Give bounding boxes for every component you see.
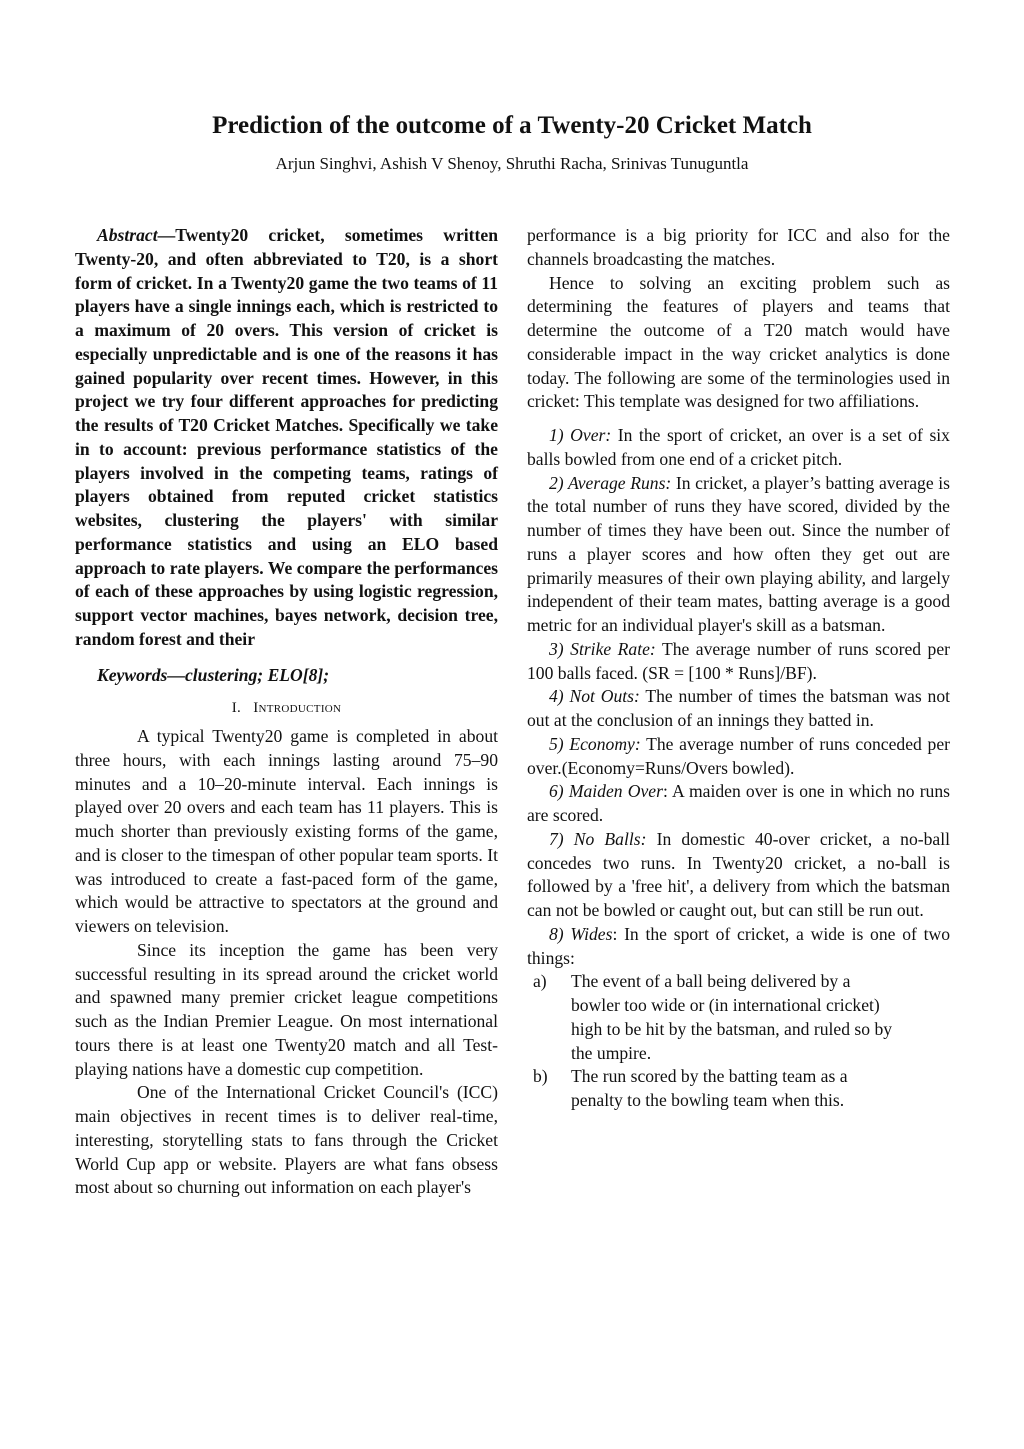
intro-paragraph: A typical Twenty20 game is completed in about three hours, with each innings lasting around 75–90 minutes and a 10–20-minute interval. Each innings is played over 20 overs and each team has 11 players. This is much shorter than previously existing forms of the game, and is closer to the timespan of other popular team sports. It was introduced to create a fast-paced form of the game, which would be attractive to spectators at the ground and viewers on television. [75, 726, 498, 936]
definition [527, 685, 950, 733]
section-title: Introduction [253, 700, 342, 717]
definition-term: 5) Economy: [549, 733, 641, 754]
paragraph: Hence to solving an exciting problem such as determining the features of players and teams that determine the outcome of a T20 match would have considerable impact in the way cricket analytics is done today. The following are some of the terminologies used in cricket: This template was designed for two affiliations. [527, 272, 950, 412]
definition-text: The average number of runs conceded per over.(Economy=Runs/Overs bowled). [527, 733, 951, 778]
definition [527, 638, 950, 686]
definition-term: 8) Wides [549, 923, 613, 944]
intro-paragraph: One of the International Cricket Council's (ICC) main objectives in recent times is to deliver real-time, interesting, storytelling stats to fans through the Cricket World Cup app or website. Players are what fans obsess most about so churning out information on each player's [75, 1082, 498, 1198]
definition-term: 4) Not Outs: [549, 686, 640, 707]
abstract-label: Abstract [97, 225, 158, 245]
wides-list [527, 970, 950, 1113]
definition [527, 828, 950, 923]
abstract-text: —Twenty20 cricket, sometimes written Twenty-20, and often abbreviated to T20, is a short form of cricket. In a Twenty20 game the two teams of 11 players have a single innings each, which is restricted to a maximum of 20 overs. This version of cricket is especially unpredictable and is one of the reasons it has gained popularity over recent times. However, in this project we try four different approaches for predicting the results of T20 Cricket Matches. Specifically we take in to account: previous performance statistics of the players involved in the competing teams, ratings of players obtained from reputed cricket statistics websites, clustering the players' with similar performance statistics and using an ELO based approach to rate players. We compare the performances of each of these approaches by using logistic regression, support vector machines, bayes network, decision tree, random forest and their [75, 225, 498, 649]
definition [527, 780, 950, 828]
definition-term: 6) Maiden Over [549, 781, 663, 802]
section-heading [75, 697, 498, 721]
right-column [527, 224, 950, 1113]
definition [527, 424, 950, 472]
definition-text: In cricket, a player’s batting average is the total number of runs they have scored, divided by the number of times they have been out. Since the number of runs a player scores and how often they get out are primarily measures of their own playing ability, and largely independent of their team mates, batting average is a good metric for an individual player's skill as a batsman. [527, 472, 950, 635]
definition-term: 2) Average Runs: [549, 472, 672, 493]
abstract [75, 224, 498, 652]
definition-text: : A maiden over is one in which no runs are scored. [527, 781, 950, 825]
paragraph: performance is a big priority for ICC and also for the channels broadcasting the matches. [527, 225, 950, 269]
definition-text: : In the sport of cricket, a wide is one of two things: [527, 923, 950, 968]
list-item [527, 1065, 950, 1113]
definition-text: The average number of runs scored per 100 balls faced. (SR = [100 * Runs]/BF). [527, 638, 951, 683]
definition [527, 472, 950, 638]
definition [527, 923, 950, 971]
definition-text: The number of times the batsman was not out at the conclusion of an innings they batted in. [527, 686, 951, 730]
list-item [527, 970, 950, 1065]
section-number: I. [231, 700, 242, 717]
definition-term: 3) Strike Rate: [549, 638, 656, 659]
list-label: a) [533, 971, 547, 992]
list-label: b) [533, 1066, 548, 1087]
intro-paragraph: Since its inception the game has been very successful resulting in its spread around the cricket world and spawned many premier cricket league competitions such as the Indian Premier League. On most international tours there is at least one Twenty20 match and all Test-playing nations have a domestic cup competition. [75, 939, 498, 1079]
keywords: Keywords—clustering; ELO[8]; [97, 664, 330, 685]
definition-term: 7) No Balls: [549, 828, 647, 849]
definition-text: In domestic 40-over cricket, a no-ball concedes two runs. In Twenty20 cricket, a no-ball is followed by a 'free hit', a delivery from which the batsman can not be bowled or caught out, but can still be run out. [527, 828, 950, 920]
definition [527, 733, 950, 781]
definition-term: 1) Over: [549, 425, 612, 445]
definition-text: In the sport of cricket, an over is a set of six balls bowled from one end of a cricket pitch. [527, 425, 950, 469]
paper-authors: Arjun Singhvi, Ashish V Shenoy, Shruthi Racha, Srinivas Tunuguntla [275, 154, 749, 173]
paper-title: Prediction of the outcome of a Twenty-20 Cricket Match [212, 112, 812, 139]
left-column [75, 224, 498, 1200]
list-text: The run scored by the batting team as a penalty to the bowling team when this. [571, 1066, 848, 1110]
list-text: The event of a ball being delivered by a bowler too wide or (in international cricket) high to be hit by the batsman, and ruled so by the umpire. [571, 971, 893, 1063]
